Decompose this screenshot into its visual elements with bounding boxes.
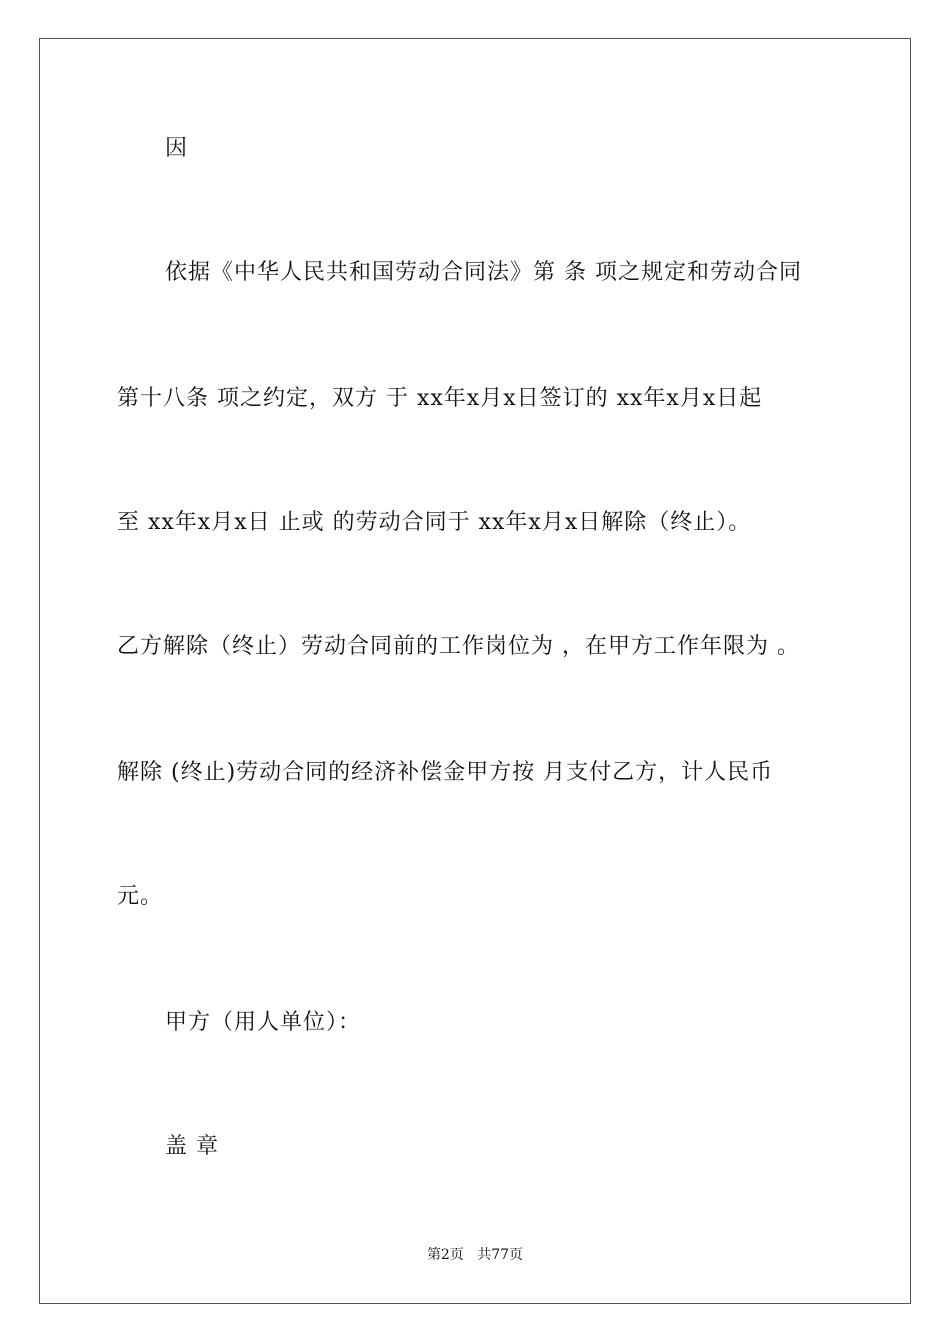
page-total: 共77页 (477, 1247, 524, 1263)
paragraph-line: 因 (165, 136, 189, 161)
paragraph-line: 至 xx年x月x日 止或 的劳动合同于 xx年x月x日解除（终止）。 (117, 510, 752, 535)
paragraph-line: 第十八条 项之约定，双方 于 xx年x月x日签订的 xx年x月x日起 (117, 386, 763, 411)
page-frame (39, 38, 911, 1304)
seal-label: 盖 章 (165, 1134, 219, 1159)
paragraph-line: 乙方解除（终止）劳动合同前的工作岗位为 ，在甲方工作年限为 。 (117, 634, 800, 659)
page-footer (0, 1246, 950, 1264)
signature-party-label: 甲方（用人单位）： (165, 1010, 362, 1035)
paragraph-line: 依据《中华人民共和国劳动合同法》第 条 项之规定和劳动合同 (165, 260, 802, 285)
paragraph-line: 元。 (117, 884, 164, 909)
page-number: 第2页 (426, 1247, 464, 1263)
paragraph-line: 解除 (终止)劳动合同的经济补偿金甲方按 月支付乙方，计人民币 (117, 760, 774, 785)
